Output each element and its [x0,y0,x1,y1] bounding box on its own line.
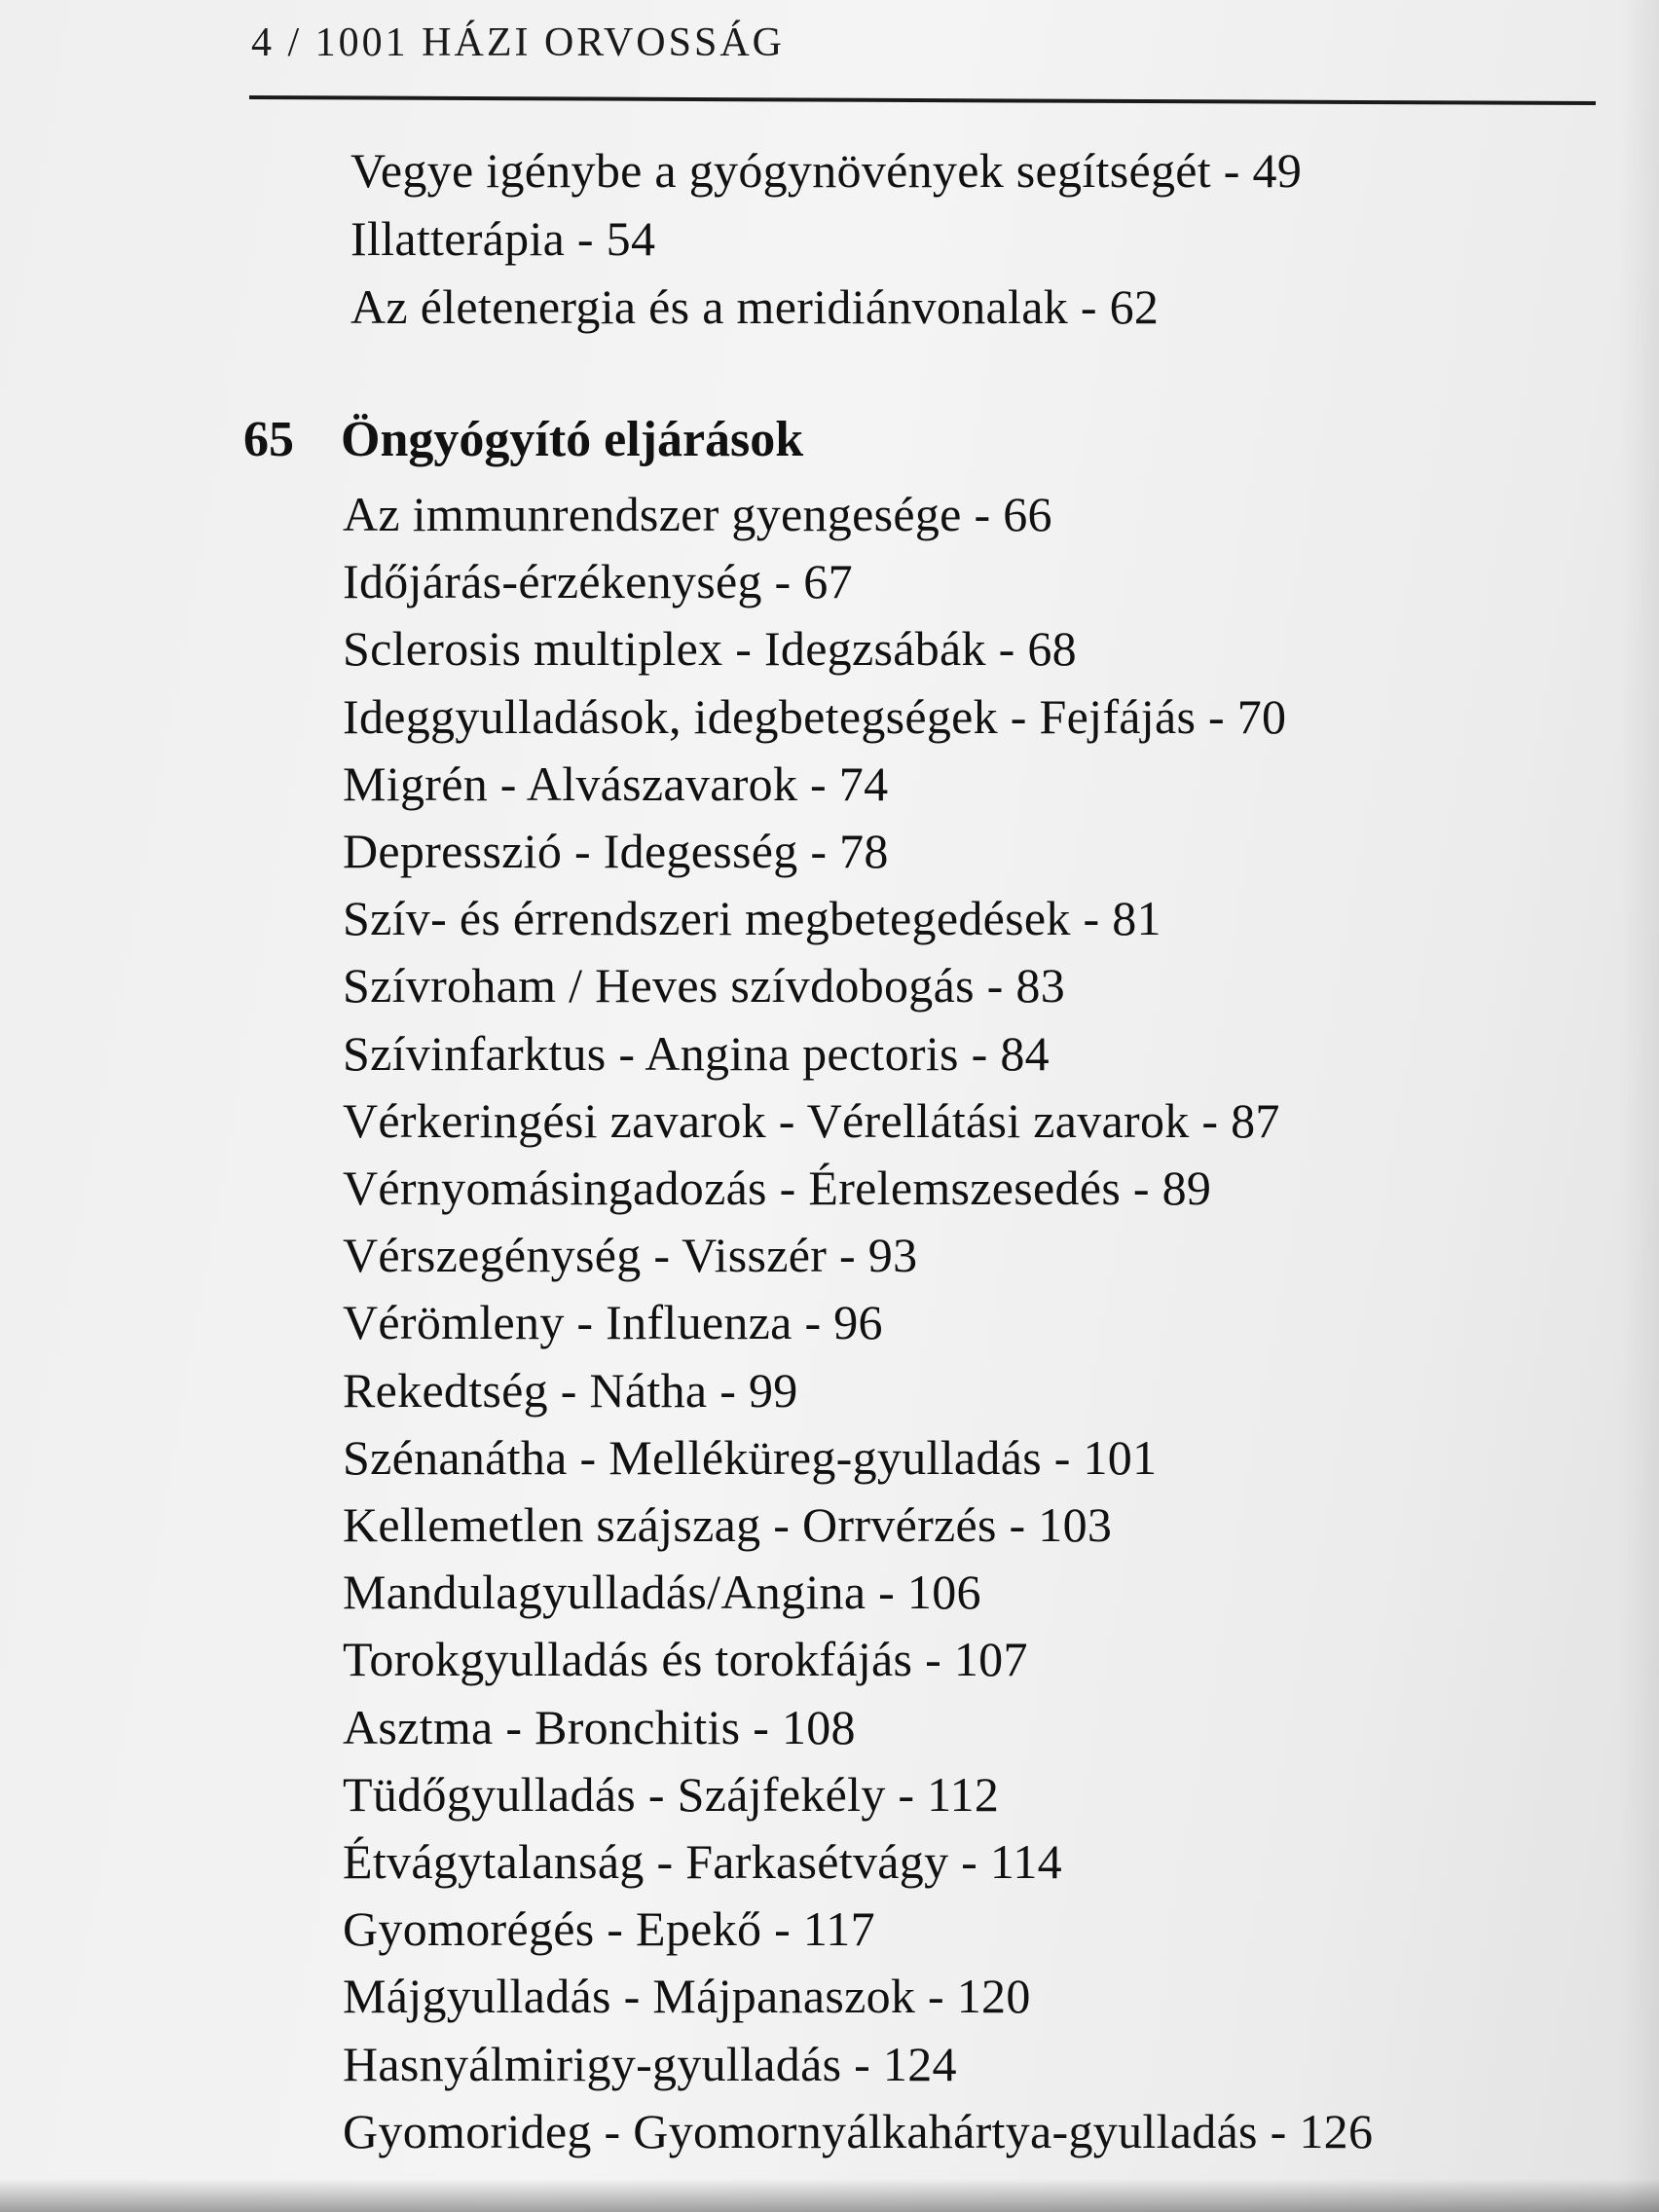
toc-entry: Az életenergia és a meridiánvonalak - 62 [350,279,1160,334]
toc-entry: Vérszegénység - Visszér - 93 [343,1228,918,1283]
header-rule [249,95,1596,105]
toc-entry: Vérömleny - Influenza - 96 [343,1295,883,1350]
toc-entry: Szívinfarktus - Angina pectoris - 84 [343,1025,1050,1081]
toc-entry: Depresszió - Idegesség - 78 [343,824,889,879]
toc-entry: Sclerosis multiplex - Idegzsábák - 68 [343,621,1077,677]
toc-entry: Gyomorideg - Gyomornyálkahártya-gyulladás - 126 [343,2103,1374,2158]
toc-entry: Májgyulladás - Májpanaszok - 120 [343,1969,1031,2024]
toc-entry: Vérkeringési zavarok - Vérellátási zavarok - 87 [343,1092,1280,1148]
toc-entry: Hasnyálmirigy-gyulladás - 124 [343,2036,957,2091]
section-page-number: 65 [243,412,294,467]
toc-entry: Vegye igénybe a gyógynövények segítségét - 49 [350,143,1303,198]
section-heading [243,411,803,468]
toc-entry: Szénanátha - Melléküreg-gyulladás - 101 [343,1429,1158,1485]
toc-entry: Asztma - Bronchitis - 108 [343,1699,856,1754]
toc-entry: Vérnyomásingadozás - Érelemszesedés - 89 [343,1161,1212,1216]
toc-entry: Az immunrendszer gyengesége - 66 [343,487,1052,541]
toc-entry: Ideggyulladások, idegbetegségek - Fejfájás - 70 [343,688,1287,744]
running-head: 4 / 1001 HÁZI ORVOSSÁG [251,20,785,65]
toc-entry: Kellemetlen szájszag - Orrvérzés - 103 [343,1497,1113,1553]
toc-entry: Torokgyulladás és torokfájás - 107 [343,1632,1028,1687]
toc-entry: Gyomorégés - Epekő - 117 [343,1901,875,1957]
page-edge-shadow [1620,0,1659,2212]
page-bottom-shadow [0,2179,1659,2212]
toc-entry: Illatterápia - 54 [350,211,656,266]
toc-entry: Migrén - Alvászavarok - 74 [343,756,889,811]
toc-intro-list [350,136,1302,341]
section-title: Öngyógyító eljárások [341,412,804,467]
toc-entry: Étvágytalanság - Farkasétvágy - 114 [343,1834,1062,1890]
toc-entry: Szívroham / Heves szívdobogás - 83 [343,958,1066,1014]
toc-entry: Rekedtség - Nátha - 99 [343,1362,798,1418]
toc-entry-list [343,481,1373,2165]
toc-entry: Mandulagyulladás/Angina - 106 [343,1565,981,1620]
toc-entry: Időjárás-érzékenység - 67 [343,554,853,609]
toc-entry: Tüdőgyulladás - Szájfekély - 112 [343,1766,1000,1822]
toc-entry: Szív- és érrendszeri megbetegedések - 81 [343,891,1161,946]
